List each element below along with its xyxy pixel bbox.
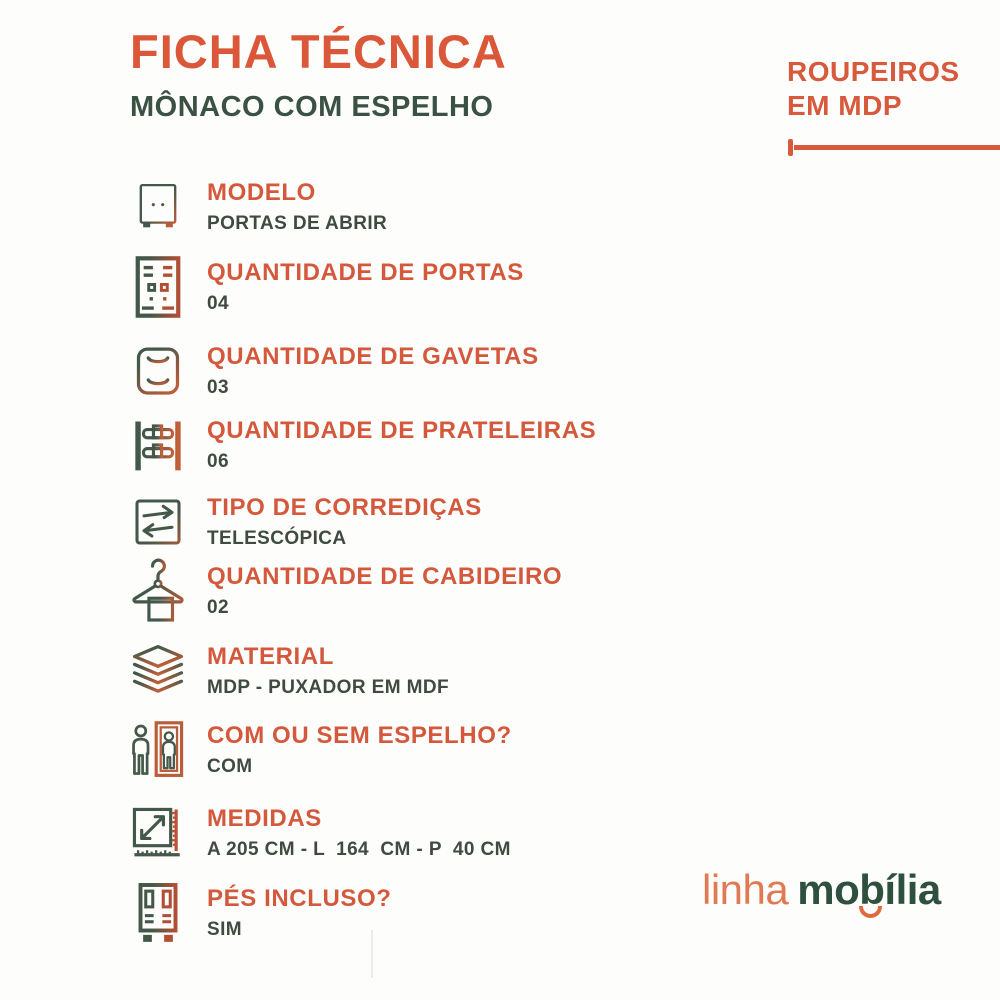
header (130, 24, 507, 124)
spec-label: QUANTIDADE DE PORTAS (207, 259, 524, 286)
page-title: FICHA TÉCNICA (130, 25, 507, 78)
spec-value: A 205 CM - L 164 CM - P 40 CM (207, 839, 511, 860)
spec-row-modelo (126, 172, 387, 242)
spec-value: 03 (207, 377, 229, 398)
logo-text-mobilia: mobília (797, 866, 941, 913)
hanger-icon (126, 556, 190, 626)
wardrobe-feet-icon (126, 878, 190, 948)
spec-label: MODELO (207, 179, 316, 206)
underline-bar (794, 145, 1000, 150)
spec-value: 06 (207, 451, 229, 472)
spec-value: TELESCÓPICA (207, 528, 347, 549)
spec-label: QUANTIDADE DE GAVETAS (207, 343, 539, 370)
spec-value: SIM (207, 919, 242, 940)
spec-row-medidas (126, 798, 511, 868)
layers-icon (126, 636, 190, 706)
spec-row-material (126, 636, 449, 706)
spec-label: QUANTIDADE DE PRATELEIRAS (207, 417, 597, 444)
spec-label: MEDIDAS (207, 805, 322, 832)
category-title-line2: EM MDP (787, 90, 902, 121)
page-subtitle: MÔNACO COM ESPELHO (130, 91, 494, 123)
spec-row-prateleiras (126, 410, 596, 480)
underline-cap (788, 139, 793, 156)
spec-value: COM (207, 756, 253, 777)
spec-value: 02 (207, 597, 229, 618)
spec-label: MATERIAL (207, 643, 335, 670)
spec-value: PORTAS DE ABRIR (207, 213, 388, 234)
spec-label: QUANTIDADE DE CABIDEIRO (207, 563, 563, 590)
spec-row-cabideiro (126, 556, 562, 626)
ruler-icon (126, 798, 190, 868)
category-underline (788, 139, 1000, 156)
mirror-person-icon (126, 715, 190, 785)
category-block (787, 55, 1000, 123)
wardrobe-doors-icon (126, 172, 190, 242)
brand-logo (702, 866, 941, 914)
logo-text-linha: linha (702, 866, 789, 913)
faint-divider-line (371, 930, 373, 978)
spec-row-corredicas (126, 487, 482, 557)
drawers-icon (126, 336, 190, 406)
spec-label: TIPO DE CORREDIÇAS (207, 494, 482, 521)
spec-label: COM OU SEM ESPELHO? (207, 722, 512, 749)
logo-b-underline-icon (859, 906, 882, 918)
spec-value: 04 (207, 293, 229, 314)
spec-value: MDP - PUXADOR EM MDF (207, 677, 449, 698)
category-title-line1: ROUPEIROS (787, 56, 960, 87)
sliding-arrows-icon (126, 487, 190, 557)
spec-row-pes (126, 878, 392, 948)
shelves-icon (126, 410, 190, 480)
spec-label: PÉS INCLUSO? (207, 885, 392, 912)
spec-row-gavetas (126, 336, 539, 406)
spec-row-espelho (126, 715, 512, 785)
spec-row-portas (126, 252, 524, 322)
wardrobe-compartments-icon (126, 252, 190, 322)
